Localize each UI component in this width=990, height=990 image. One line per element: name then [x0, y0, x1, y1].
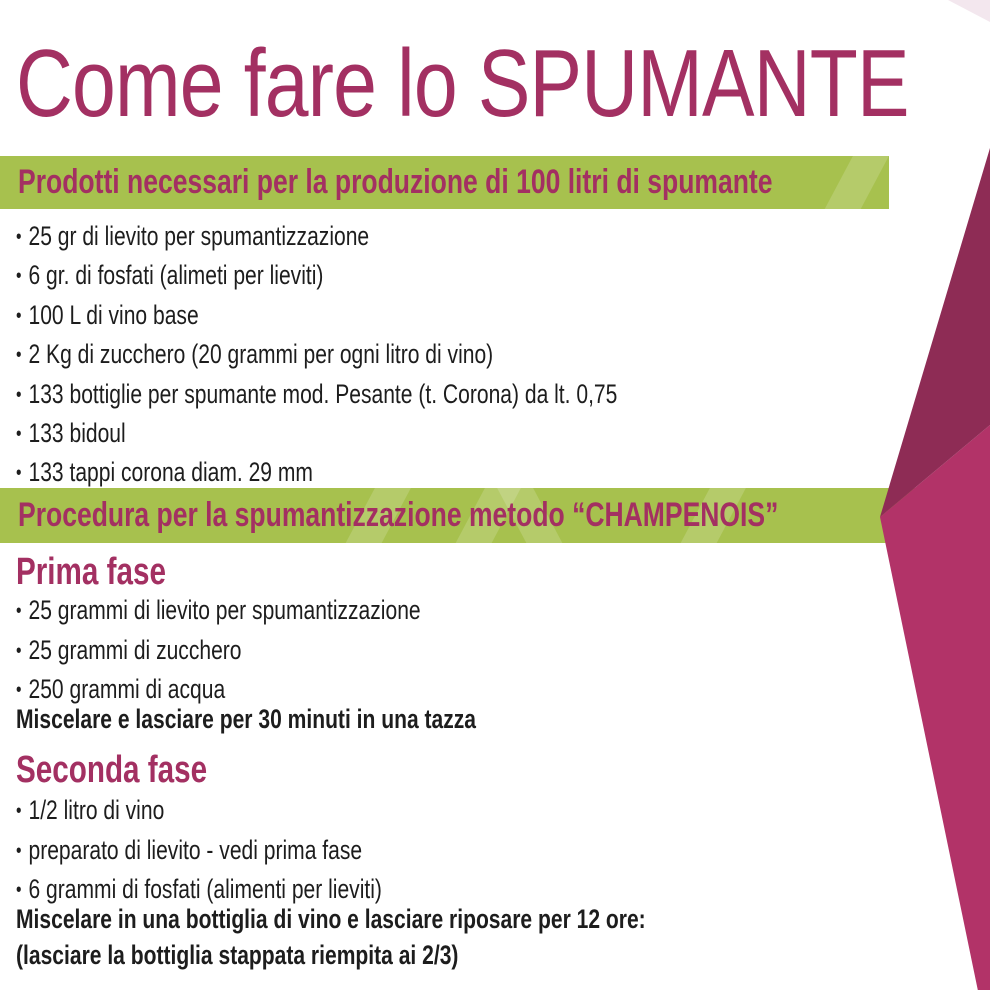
procedure-banner: [0, 488, 931, 543]
list-item-text: 133 bidoul: [28, 418, 126, 449]
phase1-list: [16, 592, 421, 711]
bullet-icon: •: [16, 265, 22, 288]
bullet-icon: •: [16, 839, 22, 862]
phase2-note: [16, 901, 646, 973]
bullet-icon: •: [16, 226, 22, 248]
phase2-note-line2: (lasciare la bottiglia stappata riempita ai 2/3): [16, 940, 459, 970]
pale-corner-sliver: [948, 0, 990, 22]
bullet-icon: •: [16, 600, 22, 622]
list-item-text: 133 tappi corona diam. 29 mm: [28, 457, 313, 488]
list-item: [16, 376, 617, 415]
poster-title: Come fare lo SPUMANTE: [16, 30, 909, 137]
products-heading: Prodotti necessari per la produzione di 100 litri di spumante: [18, 163, 773, 201]
products-banner: [0, 156, 889, 209]
list-item: [16, 792, 382, 832]
list-item: [16, 297, 617, 336]
list-item-text: 1/2 litro di vino: [28, 795, 165, 825]
bullet-icon: •: [16, 679, 22, 701]
bullet-icon: •: [16, 800, 22, 822]
list-item: [16, 832, 382, 872]
phase1-note: Miscelare e lasciare per 30 minuti in una tazza: [16, 704, 477, 734]
list-item-text: 25 grammi di lievito per spumantizzazione: [28, 595, 421, 625]
arrow-dark-facet: [880, 148, 990, 517]
list-item: [16, 632, 421, 672]
list-item-text: 250 grammi di acqua: [28, 674, 226, 704]
bullet-icon: •: [16, 383, 22, 406]
list-item-text: 6 gr. di fosfati (alimeti per lieviti): [28, 260, 324, 291]
phase2-note-line1: Miscelare in una bottiglia di vino e lasciare riposare per 12 ore:: [16, 904, 646, 934]
list-item-text: preparato di lievito - vedi prima fase: [28, 834, 363, 865]
bullet-icon: •: [16, 423, 22, 446]
list-item-text: 2 Kg di zucchero (20 grammi per ogni litro di vino): [28, 339, 494, 370]
products-list: [16, 218, 617, 494]
phase1-heading: Prima fase: [16, 551, 166, 593]
phase2-heading: Seconda fase: [16, 749, 208, 791]
list-item-text: 25 grammi di zucchero: [28, 634, 242, 665]
list-item-text: 100 L di vino base: [28, 299, 199, 330]
banner-watermark: [817, 156, 889, 209]
list-item-text: 133 bottiglie per spumante mod. Pesante (t. Corona) da lt. 0,75: [28, 378, 618, 409]
bullet-icon: •: [16, 344, 22, 367]
bullet-icon: •: [16, 639, 22, 662]
procedure-heading: Procedura per la spumantizzazione metodo “CHAMPENOIS”: [18, 496, 779, 534]
list-item: [16, 415, 617, 454]
list-item: [16, 336, 617, 375]
bullet-icon: •: [16, 304, 22, 327]
list-item: [16, 257, 617, 296]
list-item-text: 25 gr di lievito per spumantizzazione: [28, 221, 370, 251]
phase2-list: [16, 792, 382, 911]
bullet-icon: •: [16, 462, 22, 485]
list-item: [16, 218, 617, 257]
bullet-icon: •: [16, 879, 22, 901]
list-item: [16, 592, 421, 632]
list-item-text: 6 grammi di fosfati (alimenti per lieviti): [28, 874, 382, 904]
